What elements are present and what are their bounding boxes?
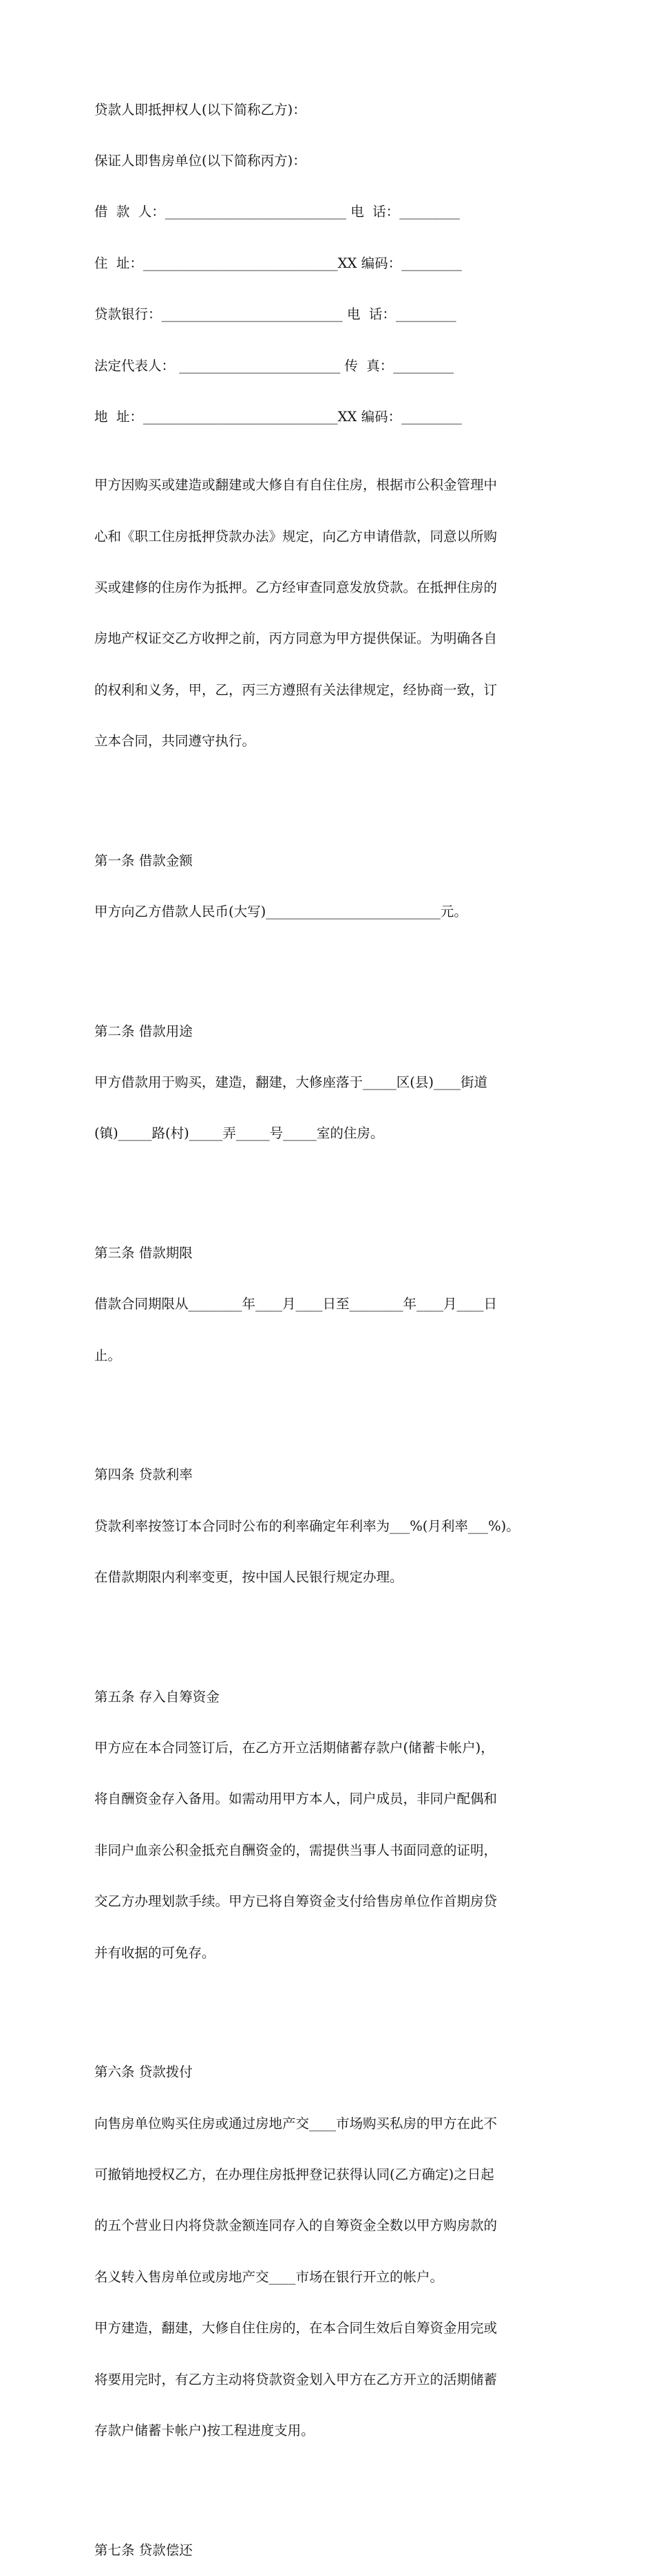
address-field-line: 住 址：_____________________________XX 编码：_________ xyxy=(94,255,462,271)
intro-paragraph-line: 立本合同，共同遵守执行。 xyxy=(94,733,256,749)
article-3-text: 止。 xyxy=(94,1347,122,1363)
guarantor-line: 保证人即售房单位(以下简称丙方)： xyxy=(94,152,306,169)
contract-page xyxy=(94,67,569,2576)
article-2-text: 甲方借款用于购买，建造，翻建，大修座落于_____区(县)____街道 xyxy=(94,1074,487,1091)
article-2-title: 第二条 借款用途 xyxy=(94,1023,193,1039)
article-5-text: 交乙方办理划款手续。甲方已将自筹资金支付给售房单位作首期房贷 xyxy=(94,1893,498,1910)
article-6-text: 存款户储蓄卡帐户)按工程进度支用。 xyxy=(94,2422,315,2438)
spacer xyxy=(94,2013,569,2030)
article-2-text: (镇)_____路(村)_____弄_____号_____室的住房。 xyxy=(94,1125,384,1142)
article-6-text: 的五个营业日内将贷款金额连同存入的自筹资金全数以甲方购房款的 xyxy=(94,2217,498,2234)
article-3-title: 第三条 借款期限 xyxy=(94,1244,193,1261)
lender-line: 贷款人即抵押权人(以下简称乙方)： xyxy=(94,101,306,118)
article-5-text: 并有收据的可免存。 xyxy=(94,1944,215,1961)
article-6-text: 甲方建造，翻建，大修自住住房的，在本合同生效后自筹资金用完或 xyxy=(94,2320,498,2337)
article-5-text: 将自酬资金存入备用。如需动用甲方本人，同户成员，非同户配偶和 xyxy=(94,1791,498,1807)
intro-paragraph-line: 房地产权证交乙方收押之前，丙方同意为甲方提供保证。为明确各自 xyxy=(94,630,498,647)
article-6-text: 将要用完时，有乙方主动将贷款资金划入甲方在乙方开立的活期储蓄 xyxy=(94,2371,498,2387)
spacer xyxy=(94,2491,569,2508)
article-6-text: 可撤销地授权乙方，在办理住房抵押登记获得认同(乙方确定)之日起 xyxy=(94,2167,494,2183)
article-7-title: 第七条 贷款偿还 xyxy=(94,2542,193,2558)
borrower-field-line: 借 款 人：___________________________ 电 话：_________ xyxy=(94,204,460,220)
intro-paragraph-line: 买或建修的住房作为抵押。乙方经审查同意发放贷款。在抵押住房的 xyxy=(94,579,498,595)
article-4-text: 在借款期限内利率变更，按中国人民银行规定办理。 xyxy=(94,1569,403,1586)
article-1-title: 第一条 借款金额 xyxy=(94,852,193,869)
spacer xyxy=(94,972,569,989)
article-6-text: 名义转入售房单位或房地产交____市场在银行开立的帐户。 xyxy=(94,2268,444,2285)
bank-address-field-line: 地 址：_____________________________XX 编码：_________ xyxy=(94,408,462,425)
spacer xyxy=(94,1194,569,1211)
article-4-text: 贷款利率按签订本合同时公布的利率确定年利率为___%(月利率___%)。 xyxy=(94,1518,520,1534)
article-3-text: 借款合同期限从________年____月____日至________年____月____日 xyxy=(94,1296,498,1312)
intro-paragraph-line: 甲方因购买或建造或翻建或大修自有自住住房，根据市公积金管理中 xyxy=(94,477,498,493)
legal-rep-field-line: 法定代表人： ________________________ 传 真：_________ xyxy=(94,357,454,374)
article-6-title: 第六条 贷款拨付 xyxy=(94,2064,193,2080)
article-5-text: 非同户血亲公积金抵充自酬资金的，需提供当事人书面同意的证明， xyxy=(94,1842,498,1858)
article-5-title: 第五条 存入自筹资金 xyxy=(94,1688,220,1705)
spacer xyxy=(94,1637,569,1654)
intro-paragraph-line: 的权利和义务，甲，乙，丙三方遵照有关法律规定，经协商一致，订 xyxy=(94,681,498,698)
article-6-text: 向售房单位购买住房或通过房地产交____市场购买私房的甲方在此不 xyxy=(94,2115,498,2131)
spacer xyxy=(94,1416,569,1433)
spacer xyxy=(94,801,569,818)
intro-paragraph-line: 心和《职工住房抵押贷款办法》规定，向乙方申请借款，同意以所购 xyxy=(94,528,498,544)
article-4-title: 第四条 贷款利率 xyxy=(94,1467,193,1483)
article-1-text: 甲方向乙方借款人民币(大写)__________________________元。 xyxy=(94,904,467,920)
article-5-text: 甲方应在本合同签订后，在乙方开立活期储蓄存款户(储蓄卡帐户)， xyxy=(94,1740,494,1756)
bank-field-line: 贷款银行：___________________________ 电 话：_________ xyxy=(94,306,456,323)
